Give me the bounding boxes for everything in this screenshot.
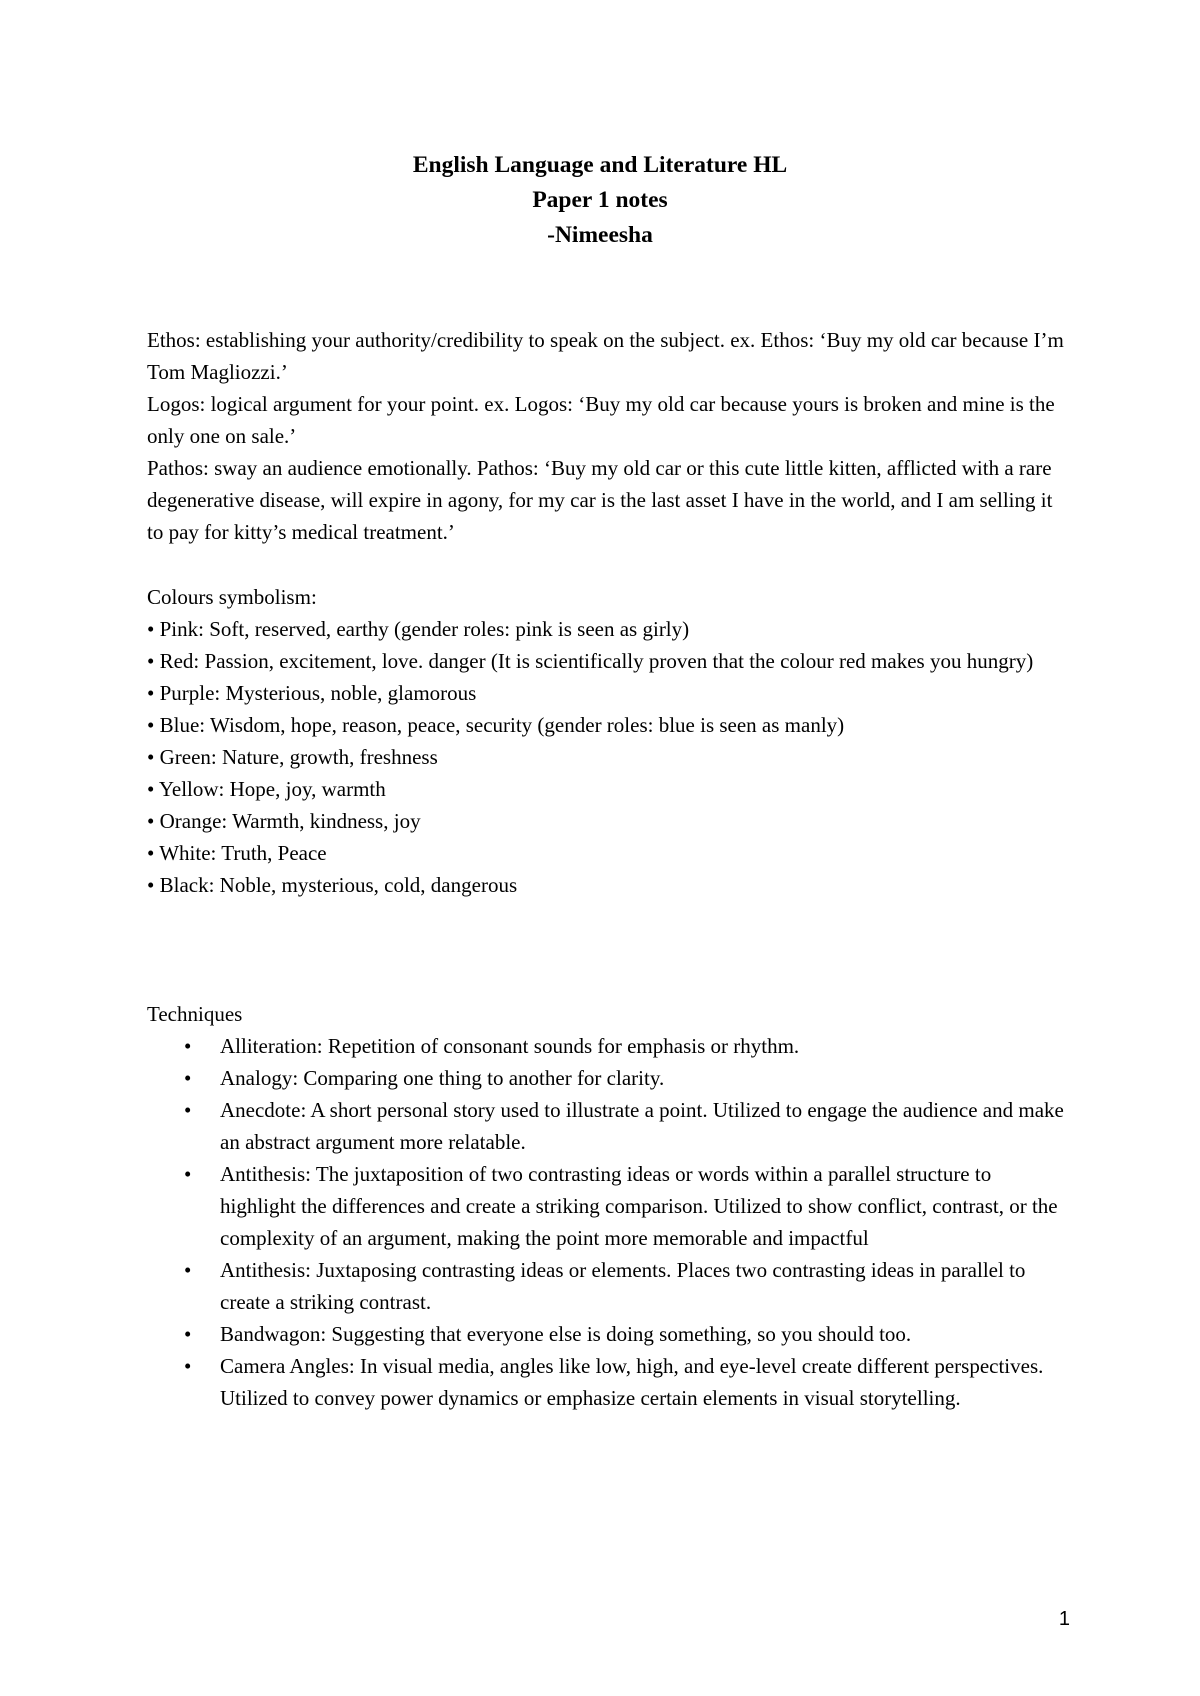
technique-text: Camera Angles: In visual media, angles like low, high, and eye-level create different perspectives. Utilized to convey power dynamics or emphasize certain elements in visual storytelling. xyxy=(220,1354,1044,1410)
bullet-icon: • xyxy=(184,1322,192,1346)
technique-text: Antithesis: The juxtaposition of two contrasting ideas or words within a parallel structure to highlight the differences and create a striking comparison. Utilized to show conflict, contrast, or the complexity of an argument, making the point more memorable and impactful xyxy=(220,1162,1058,1250)
technique-text: Analogy: Comparing one thing to another for clarity. xyxy=(220,1066,665,1090)
technique-camera-angles xyxy=(147,1350,1067,1414)
technique-text: Alliteration: Repetition of consonant sounds for emphasis or rhythm. xyxy=(220,1034,800,1058)
bullet-icon: • xyxy=(184,1258,192,1282)
document-title-block xyxy=(0,148,1200,253)
bullet-icon: • xyxy=(184,1034,192,1058)
techniques-list xyxy=(147,1030,1067,1414)
bullet-icon: • xyxy=(184,1162,192,1186)
colour-symbolism-section xyxy=(147,581,1067,901)
colour-symbolism-heading: Colours symbolism: xyxy=(147,585,317,609)
bullet-icon: • xyxy=(184,1354,192,1378)
colour-item-blue: • Blue: Wisdom, hope, reason, peace, security (gender roles: blue is seen as manly) xyxy=(147,713,845,737)
page-number: 1 xyxy=(1058,1608,1070,1630)
techniques-heading: Techniques xyxy=(147,1002,243,1026)
colour-item-purple: • Purple: Mysterious, noble, glamorous xyxy=(147,681,477,705)
technique-analogy xyxy=(147,1062,1067,1094)
technique-text: Anecdote: A short personal story used to illustrate a point. Utilized to engage the audience and make an abstract argument more relatable. xyxy=(220,1098,1064,1154)
technique-alliteration xyxy=(147,1030,1067,1062)
bullet-icon: • xyxy=(184,1098,192,1122)
rhetoric-section xyxy=(147,324,1067,548)
technique-text: Antithesis: Juxtaposing contrasting ideas or elements. Places two contrasting ideas in parallel to create a striking contrast. xyxy=(220,1258,1026,1314)
colour-item-red: • Red: Passion, excitement, love. danger (It is scientifically proven that the colour red makes you hungry) xyxy=(147,649,1034,673)
colour-item-yellow: • Yellow: Hope, joy, warmth xyxy=(147,777,386,801)
colour-item-green: • Green: Nature, growth, freshness xyxy=(147,745,438,769)
document-author: -Nimeesha xyxy=(547,222,653,248)
technique-text: Bandwagon: Suggesting that everyone else is doing something, so you should too. xyxy=(220,1322,912,1346)
technique-antithesis-1 xyxy=(147,1158,1067,1254)
document-subtitle: Paper 1 notes xyxy=(532,187,668,213)
pathos-paragraph: Pathos: sway an audience emotionally. Pathos: ‘Buy my old car or this cute little kitten, afflicted with a rare degenerative disease, will expire in agony, for my car is the last asset I have in the world, and I am selling it to pay for kitty’s medical treatment.’ xyxy=(147,456,1053,544)
colour-item-pink: • Pink: Soft, reserved, earthy (gender roles: pink is seen as girly) xyxy=(147,617,690,641)
logos-paragraph: Logos: logical argument for your point. ex. Logos: ‘Buy my old car because yours is broken and mine is the only one on sale.’ xyxy=(147,392,1055,448)
bullet-icon: • xyxy=(184,1066,192,1090)
ethos-paragraph: Ethos: establishing your authority/credibility to speak on the subject. ex. Ethos: ‘Buy my old car because I’m Tom Magliozzi.’ xyxy=(147,328,1064,384)
colour-item-black: • Black: Noble, mysterious, cold, dangerous xyxy=(147,873,518,897)
technique-anecdote xyxy=(147,1094,1067,1158)
colour-item-white: • White: Truth, Peace xyxy=(147,841,327,865)
techniques-section xyxy=(147,998,1067,1414)
document-title: English Language and Literature HL xyxy=(412,152,788,178)
colour-item-orange: • Orange: Warmth, kindness, joy xyxy=(147,809,421,833)
technique-antithesis-2 xyxy=(147,1254,1067,1318)
technique-bandwagon xyxy=(147,1318,1067,1350)
